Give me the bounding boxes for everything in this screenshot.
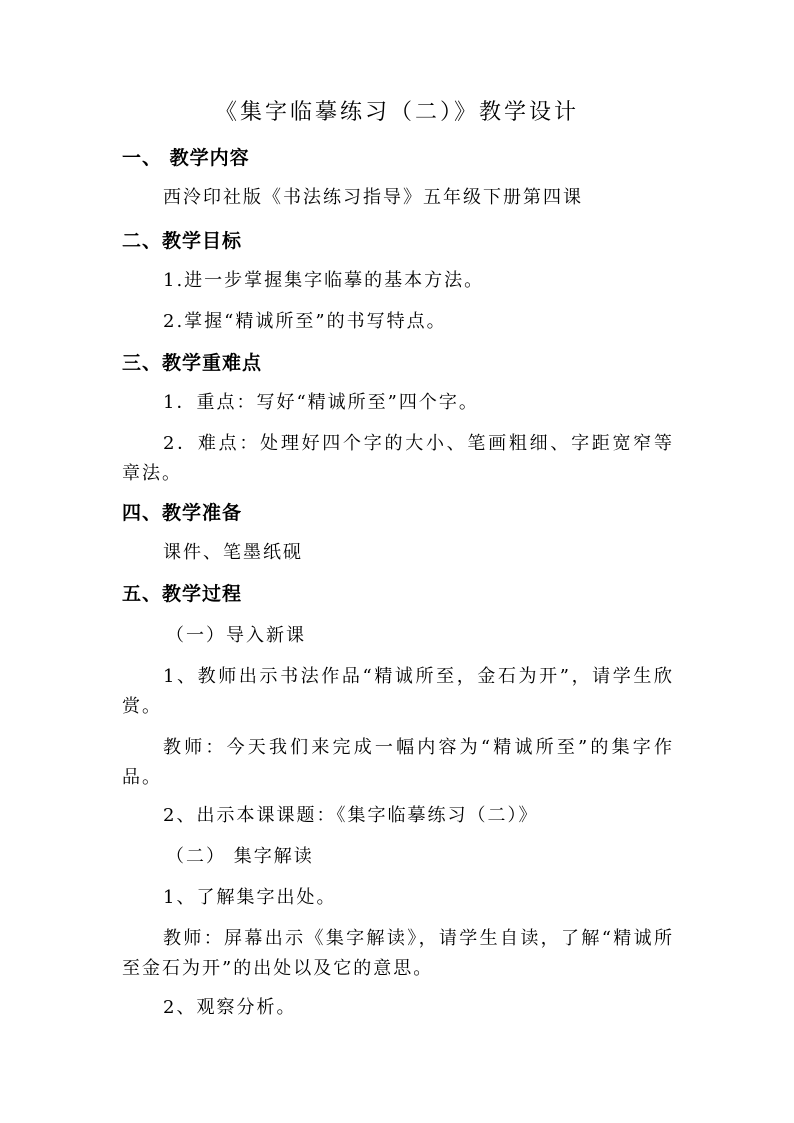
paragraph: 2.掌握“精诚所至”的书写特点。 <box>163 311 447 332</box>
section-heading-objectives: 二、教学目标 <box>122 230 243 252</box>
section-heading-preparation: 四、教学准备 <box>122 502 243 524</box>
paragraph: 教师：屏幕出示《集字解读》，请学生自读，了解“精诚所至金石为开”的出处以及它的意思。 <box>122 928 674 979</box>
paragraph: 2．难点：处理好四个字的大小、笔画粗细、字距宽窄等章法。 <box>122 433 674 484</box>
paragraph: （二） 集字解读 <box>166 846 314 867</box>
section-heading-content: 一、 教学内容 <box>122 147 250 169</box>
paragraph: 西泠印社版《书法练习指导》五年级下册第四课 <box>163 187 583 208</box>
paragraph: 教师：今天我们来完成一幅内容为“精诚所至”的集字作品。 <box>122 737 674 788</box>
paragraph: 课件、笔墨纸砚 <box>163 542 303 563</box>
document-title: 《集字临摹练习（二）》教学设计 <box>214 100 579 125</box>
paragraph: （一）导入新课 <box>166 625 306 646</box>
paragraph: 1.进一步掌握集字临摹的基本方法。 <box>163 270 485 291</box>
section-heading-process: 五、教学过程 <box>122 583 243 605</box>
paragraph: 2、出示本课课题：《集字临摹练习（二）》 <box>163 805 539 826</box>
paragraph: 1、教师出示书法作品“精诚所至，金石为开”，请学生欣赏。 <box>122 666 674 717</box>
paragraph: 2、观察分析。 <box>163 997 297 1018</box>
paragraph: 1．重点：写好“精诚所至”四个字。 <box>163 392 479 413</box>
section-heading-key-points: 三、教学重难点 <box>122 352 263 374</box>
paragraph: 1、了解集字出处。 <box>163 887 337 908</box>
